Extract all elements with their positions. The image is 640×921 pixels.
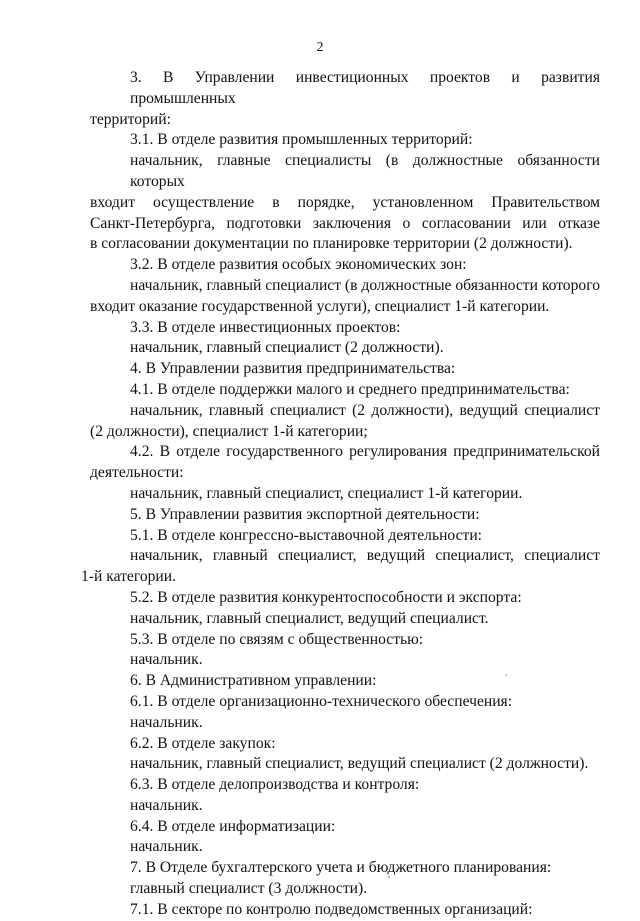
text-line: начальник. (130, 713, 203, 731)
text-line: 6. В Административном управлении: (130, 672, 377, 690)
text-line: 4.2. В отделе государственного регулирования предпринимательской (130, 443, 600, 461)
text-line: 1-й категории. (81, 568, 177, 586)
text-line: 5.3. В отделе по связям с общественностью: (130, 630, 424, 648)
text-line: 6.4. В отделе информатизации: (130, 817, 336, 835)
text-line: входит осуществление в порядке, установленном Правительством (90, 193, 600, 211)
text-line: 3. В Управлении инвестиционных проектов и развития промышленных (130, 69, 600, 107)
text-line: 6.2. В отделе закупок: (130, 734, 276, 752)
text-line: территорий: (90, 110, 171, 128)
text-line: 6.1. В отделе организационно-технического обеспечения: (130, 692, 513, 710)
text-line: 7.1. В секторе по контролю подведомственных организаций: (130, 900, 533, 918)
text-line: начальник, главный специалист, ведущий специалист, специалист (130, 547, 600, 565)
scan-speck (505, 674, 507, 676)
text-line: 3.3. В отделе инвестиционных проектов: (130, 318, 401, 336)
scan-speck (388, 876, 390, 878)
text-line: начальник. (130, 651, 203, 669)
text-line: 5.2. В отделе развития конкурентоспособности и экспорта: (130, 588, 522, 606)
text-line: начальник, главный специалист (2 должности), ведущий специалист (130, 401, 600, 419)
text-line: Санкт-Петербурга, подготовки заключения о согласовании или отказе (90, 214, 600, 232)
text-line: начальник. (130, 796, 203, 814)
text-line: главный специалист (3 должности). (130, 880, 368, 898)
page-number: 2 (316, 40, 324, 55)
text-line: начальник, главный специалист (в должностные обязанности которого (130, 276, 601, 294)
text-line: начальник, главные специалисты (в должностные обязанности которых (130, 152, 600, 190)
text-line: деятельности: (90, 464, 184, 482)
text-line: 5.1. В отделе конгрессно-выставочной деятельности: (130, 526, 483, 544)
text-line: в согласовании документации по планировке территории (2 должности). (90, 235, 573, 253)
text-line: 4.1. В отделе поддержки малого и среднего предпринимательства: (130, 380, 570, 398)
text-line: начальник, главный специалист, ведущий специалист. (130, 609, 489, 627)
text-line: входит оказание государственной услуги), специалист 1-й категории. (90, 297, 550, 315)
text-line: 6.3. В отделе делопроизводства и контроля: (130, 776, 420, 794)
text-line: начальник, главный специалист, специалист 1-й категории. (130, 484, 523, 502)
text-line: 4. В Управлении развития предпринимательства: (130, 360, 456, 378)
text-line: начальник, главный специалист, ведущий специалист (2 должности). (130, 755, 589, 773)
document-body (81, 68, 601, 921)
text-line: начальник, главный специалист (2 должности). (130, 339, 444, 357)
text-line: 5. В Управлении развития экспортной деятельности: (130, 505, 480, 523)
text-line: (2 должности), специалист 1-й категории; (90, 422, 368, 440)
text-line: 3.2. В отделе развития особых экономических зон: (130, 256, 467, 274)
text-line: начальник. (130, 838, 203, 856)
text-line: 7. В Отделе бухгалтерского учета и бюджетного планирования: (130, 859, 552, 877)
text-line: 3.1. В отделе развития промышленных территорий: (130, 131, 473, 149)
